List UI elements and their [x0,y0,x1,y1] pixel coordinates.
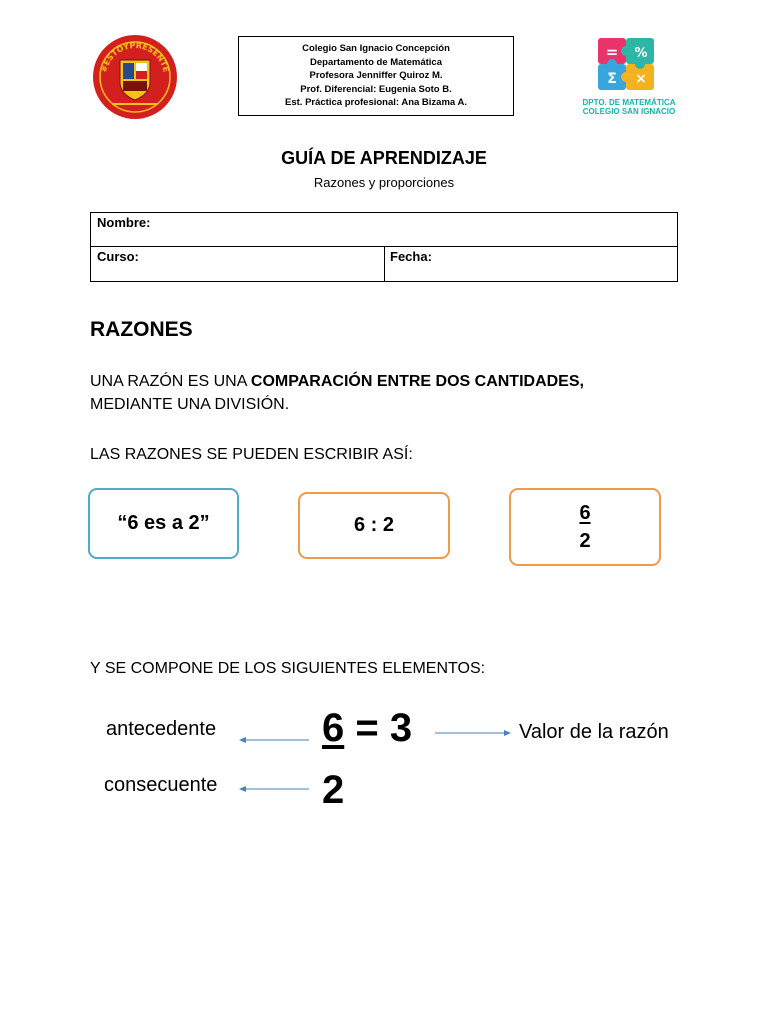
name-field-label: Nombre: [97,215,151,230]
document-subtitle: Razones y proporciones [313,175,455,190]
definition-paragraph: UNA RAZÓN ES UNA COMPARACIÓN ENTRE DOS CANTIDADES, MEDIANTE UNA DIVISIÓN. [90,373,584,413]
equation-result: 3 [389,706,413,750]
ways-paragraph: LAS RAZONES SE PUEDEN ESCRIBIR ASÍ: [90,446,413,463]
ratio-equation [322,706,412,751]
document-title: GUÍA DE APRENDIZAJE [281,148,487,168]
school-logo [92,34,178,120]
diff-teacher-name: Prof. Diferencial: Eugenia Soto B. [300,83,452,95]
ratio-value-label: Valor de la razón [519,721,669,743]
ratio-colon-text: 6 : 2 [353,514,395,536]
fraction-numerator: 6 [579,502,591,524]
intern-name: Est. Práctica profesional: Ana Bizama A. [285,97,467,109]
teacher-name: Profesora Jenniffer Quiroz M. [309,70,443,82]
equation-numerator: 6 [322,706,345,750]
ratio-words-box [88,488,239,559]
student-info-table [90,212,678,282]
math-dept-logo [578,36,680,124]
school-name: Colegio San Ignacio Concepción [302,43,450,55]
ratio-words-text: “6 es a 2” [117,512,210,534]
times-symbol-icon: × [635,71,647,87]
equals-symbol-icon: = [605,43,619,61]
elements-paragraph: Y SE COMPONE DE LOS SIGUIENTES ELEMENTOS: [90,660,486,677]
definition-emphasis: COMPARACIÓN ENTRE DOS CANTIDADES, [250,373,584,390]
fraction-denominator: 2 [579,530,591,552]
sigma-symbol-icon: Σ [607,71,617,87]
percent-symbol-icon: % [634,46,648,61]
dept-logo-caption: DPTO. DE MATEMÁTICA COLEGIO SAN IGNACIO [582,98,676,116]
course-field-label: Curso: [97,249,139,264]
equation-equals: = [344,706,390,750]
consequent-label: consecuente [104,774,218,796]
date-field-label: Fecha: [390,249,432,264]
school-logo-text: #ESTOYPRESENTE [99,40,171,74]
department-name: Departamento de Matemática [310,56,442,68]
name-row [91,213,677,247]
ratio-colon-box [298,492,450,559]
ratio-fraction-box [509,488,661,566]
table-divider [384,247,385,282]
antecedent-label: antecedente [106,718,217,740]
school-info-box [238,36,514,116]
section-heading: RAZONES [90,318,193,341]
equation-denominator: 2 [322,768,345,812]
svg-text:#ESTOYPRESENTE [99,41,170,73]
